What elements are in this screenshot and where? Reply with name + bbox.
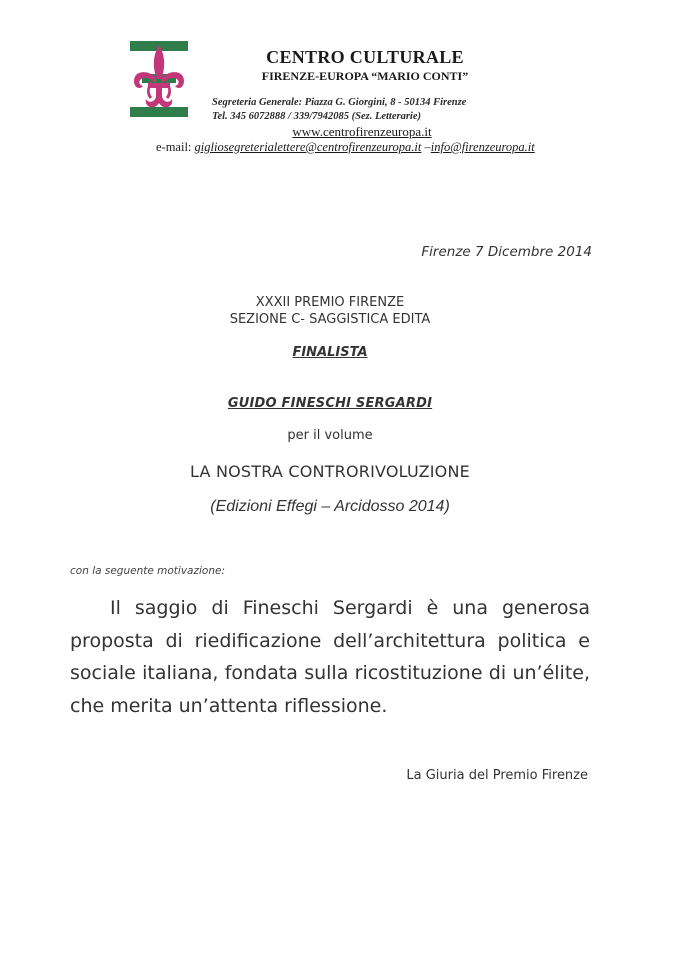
website-link[interactable]: www.centrofirenzeuropa.it xyxy=(292,124,432,139)
florence-lily-icon xyxy=(128,41,190,117)
jury-signature: La Giuria del Premio Firenze xyxy=(406,768,588,783)
email-line xyxy=(156,140,535,155)
org-title: CENTRO CULTURALE xyxy=(266,47,464,67)
email-separator: – xyxy=(421,140,431,154)
org-phone: Tel. 345 6072888 / 339/7942085 (Sez. Letterarie) xyxy=(212,111,422,122)
org-subtitle: FIRENZE-EUROPA “MARIO CONTI” xyxy=(261,69,469,83)
prize-section: SEZIONE C- SAGGISTICA EDITA xyxy=(229,312,431,327)
email-secondary-link[interactable]: info@firenzeuropa.it xyxy=(430,140,535,154)
letter-date: Firenze 7 Dicembre 2014 xyxy=(421,244,592,260)
motivation-text: Il saggio di Fineschi Sergardi è una generosa proposta di riedificazione dell’architettura politica e sociale italiana, fondata sulla ricostituzione di un’élite, che merita un’attenta riflessione. xyxy=(70,597,590,717)
email-label: e-mail: xyxy=(156,140,195,154)
email-primary-link[interactable]: gigliosegreterialettere@centrofirenzeuropa.it xyxy=(194,140,422,154)
finalist-status: FINALISTA xyxy=(292,345,368,360)
publisher-info: (Edizioni Effegi – Arcidosso 2014) xyxy=(210,498,450,515)
volume-intro: per il volume xyxy=(287,428,373,443)
motivation-intro: con la seguente motivazione: xyxy=(70,565,225,577)
org-address: Segreteria Generale: Piazza G. Giorgini, 8 - 50134 Firenze xyxy=(212,97,467,108)
prize-title: XXXII PREMIO FIRENZE xyxy=(255,295,405,310)
book-title: LA NOSTRA CONTRORIVOLUZIONE xyxy=(190,462,470,481)
author-name: GUIDO FINESCHI SERGARDI xyxy=(227,396,433,411)
